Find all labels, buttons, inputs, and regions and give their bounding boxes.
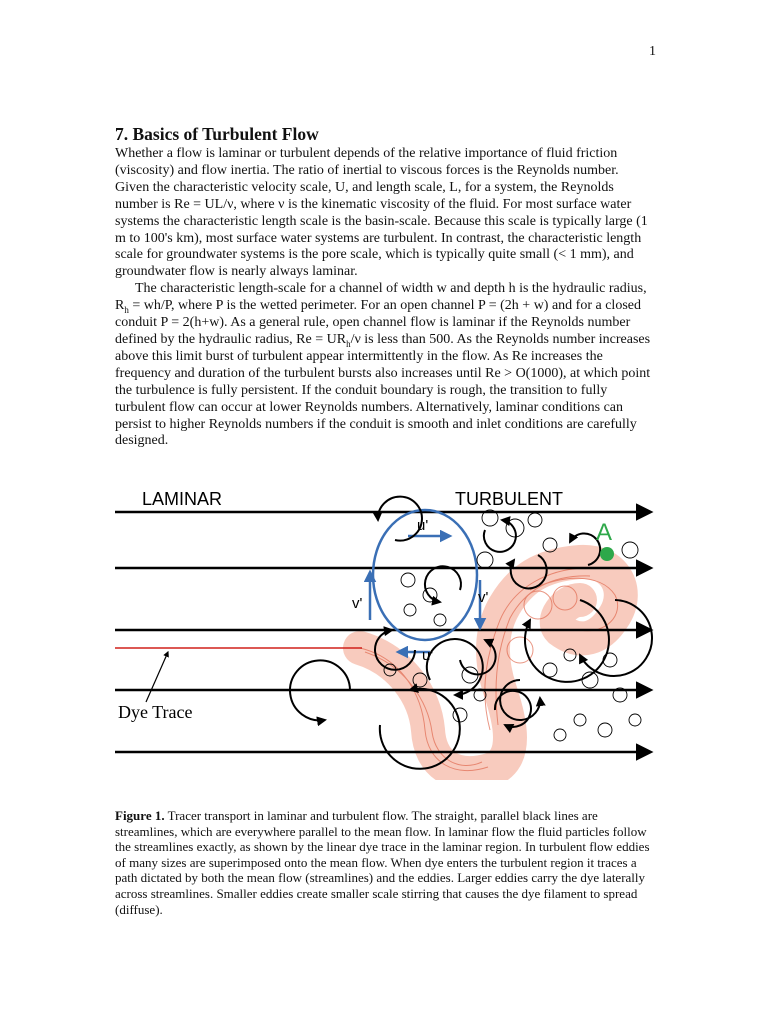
dye-cloud	[360, 562, 621, 773]
subscript-h-1: h	[124, 304, 129, 315]
turbulence-figure	[110, 480, 658, 780]
point-a-marker	[600, 547, 614, 561]
section-title: 7. Basics of Turbulent Flow	[115, 124, 319, 144]
eddy-13	[425, 566, 461, 602]
figure-caption-text: Tracer transport in laminar and turbulent flow. The straight, parallel black lines are streamlines, which are everywhere parallel to the mean flow. In laminar flow the fluid particles follow the streamlines exactly, as shown by the linear dye trace in the laminar region. In turbulent flow eddies of many sizes are superimposed onto the mean flow. When dye enters the turbulent region it traces a path dictated by both the mean flow (streamlines) and the eddies. Larger eddies carry the dye laterally across streamlines. Smaller eddies create smaller scale stirring that causes the dye filament to spread (diffuse).	[115, 808, 650, 917]
figure-caption-label: Figure 1.	[115, 808, 165, 823]
label-v-prime-right: v'	[478, 589, 489, 606]
paragraph-2-part-c: /ν is less than 500. As the Reynolds number increases above this limit burst of turbulent appear intermittently in the flow. As Re increases the frequency and duration of the turbulent bursts also increases until Re > O(1000), at which point the turbulence is fully persistent. If the conduit boundary is rough, the transition to fully turbulent flow can occur at lower Reynolds numbers. Alternatively, laminar conditions can persist to higher Reynolds numbers if the conduit is smooth and inlet conditions are carefully designed.	[115, 331, 651, 449]
body-text	[115, 146, 655, 450]
eddy-9	[427, 639, 483, 695]
label-laminar: LAMINAR	[142, 489, 223, 509]
label-turbulent: TURBULENT	[455, 489, 564, 509]
label-dye-trace: Dye Trace	[118, 702, 193, 722]
page-number: 1	[649, 44, 656, 59]
paragraph-2	[115, 281, 655, 450]
figure-caption	[115, 808, 655, 917]
label-u-prime-bottom: u'	[422, 647, 434, 664]
subscript-h-2: h	[346, 338, 351, 349]
paragraph-2-part-b: = wh/P, where P is the wetted perimeter. For an open channel P = (2h + w) and for a closed conduit P = 2(h+w). As a general rule, open channel flow is laminar if the Reynolds number defined by the hydraulic radius, Re = UR	[115, 298, 641, 347]
paragraph-2-part-a: The characteristic length-scale for a channel of width w and depth h is the hydraulic radius, R	[115, 281, 647, 314]
turbulence-diagram	[110, 480, 658, 780]
label-u-prime-top: u'	[417, 517, 429, 534]
label-v-prime-left: v'	[352, 595, 363, 612]
paragraph-1: Whether a flow is laminar or turbulent depends of the relative importance of fluid friction (viscosity) and flow inertia. The ratio of inertial to viscous forces is the Reynolds number. Given the characteristic velocity scale, U, and length scale, L, for a system, the Reynolds number is Re = UL/ν, where ν is the kinematic viscosity of the fluid. For most surface water systems the characteristic length scale is the basin-scale. Because this scale is typically large (1 m to 100's km), most surface water systems are turbulent. In contrast, the characteristic length scale for groundwater systems is the pore scale, which is typically quite small (< 1 mm), and groundwater flow is nearly always laminar.	[115, 146, 648, 280]
dye-trace-pointer	[146, 652, 168, 702]
label-point-a: A	[596, 519, 613, 546]
